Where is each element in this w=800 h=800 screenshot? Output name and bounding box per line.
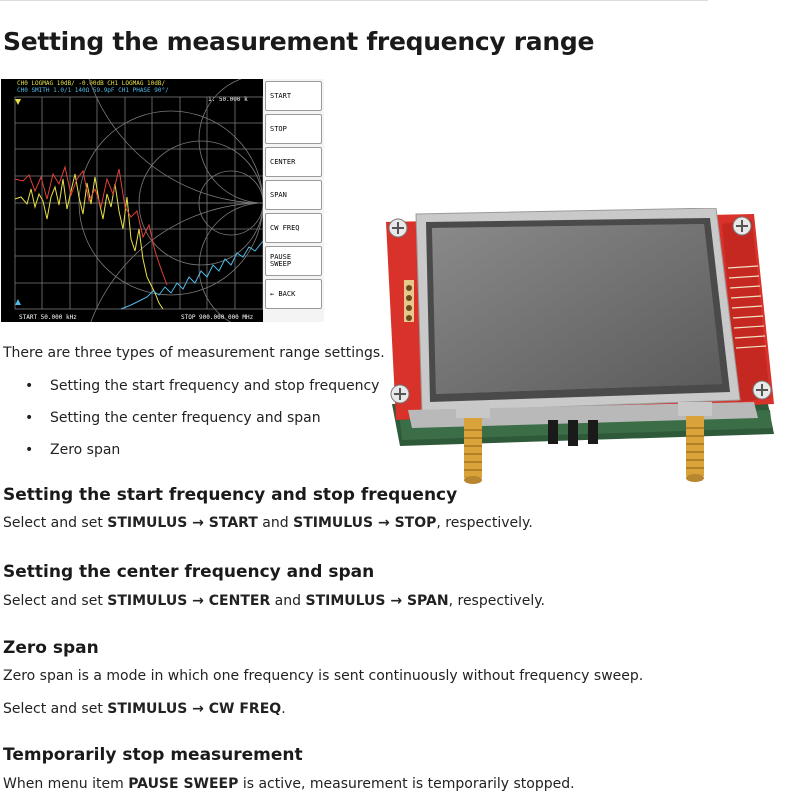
heading-start-stop: Setting the start frequency and stop frequency	[3, 485, 458, 505]
intro-text: There are three types of measurement range settings.	[3, 345, 385, 361]
vna-menu-span[interactable]: SPAN	[265, 180, 322, 210]
para-zero-span-desc: Zero span is a mode in which one frequency is sent continuously without frequency sweep.	[3, 668, 644, 684]
nanovna-device-photo	[378, 208, 780, 500]
text-run: Select and set	[3, 701, 108, 717]
top-divider	[0, 0, 708, 1]
vna-header-line-2: CH0 SMITH 1.0/1 140Ω 59.9pF CH1 PHASE 90°/	[17, 87, 169, 94]
text-run: , respectively.	[448, 593, 545, 609]
heading-pause: Temporarily stop measurement	[3, 745, 303, 765]
list-item: • Zero span	[24, 440, 379, 472]
para-start-stop	[3, 515, 533, 531]
vna-menu-cw-freq[interactable]: CW FREQ	[265, 213, 322, 243]
text-run: Select and set	[3, 593, 108, 609]
text-run: and	[257, 515, 294, 531]
list-item: • Setting the start frequency and stop frequency	[24, 376, 379, 408]
vna-menu-start[interactable]: START	[265, 81, 322, 111]
para-pause	[3, 776, 575, 792]
text-run: Select and set	[3, 515, 108, 531]
vna-menu-center[interactable]: CENTER	[265, 147, 322, 177]
list-item: • Setting the center frequency and span	[24, 408, 379, 440]
range-types-list	[24, 376, 379, 472]
text-run: is active, measurement is temporarily stopped.	[238, 776, 575, 792]
vna-plot	[1, 79, 263, 322]
para-center-span	[3, 593, 545, 609]
bold-stimulus-start: STIMULUS → START	[107, 515, 258, 531]
text-run: When menu item	[3, 776, 129, 792]
vna-marker-readout: 1: 50.000 k	[208, 96, 248, 103]
vna-menu-pause-sweep[interactable]: PAUSE SWEEP	[265, 246, 322, 276]
vna-stop-label: STOP 900.000 000 MHz	[181, 314, 254, 321]
bold-stimulus-cw-freq: STIMULUS → CW FREQ	[107, 701, 282, 717]
text-run: .	[281, 701, 286, 717]
bold-stimulus-stop: STIMULUS → STOP	[293, 515, 437, 531]
text-run: and	[270, 593, 306, 609]
heading-center-span: Setting the center frequency and span	[3, 562, 375, 582]
heading-zero-span: Zero span	[3, 638, 99, 658]
text-run: , respectively.	[436, 515, 533, 531]
vna-menu-stop[interactable]: STOP	[265, 114, 322, 144]
vna-header-line-1: CH0 LOGMAG 10dB/ -0.00dB CH1 LOGMAG 10dB/	[17, 80, 166, 87]
vna-menu	[263, 79, 324, 322]
page-title: Setting the measurement frequency range	[3, 27, 595, 56]
vna-screen-image	[1, 79, 324, 322]
para-zero-span-set	[3, 701, 286, 717]
bold-stimulus-span: STIMULUS → SPAN	[305, 593, 449, 609]
bold-pause-sweep: PAUSE SWEEP	[128, 776, 239, 792]
vna-start-label: START 50.000 kHz	[19, 314, 77, 321]
vna-menu-back[interactable]: ← BACK	[265, 279, 322, 309]
bold-stimulus-center: STIMULUS → CENTER	[107, 593, 271, 609]
